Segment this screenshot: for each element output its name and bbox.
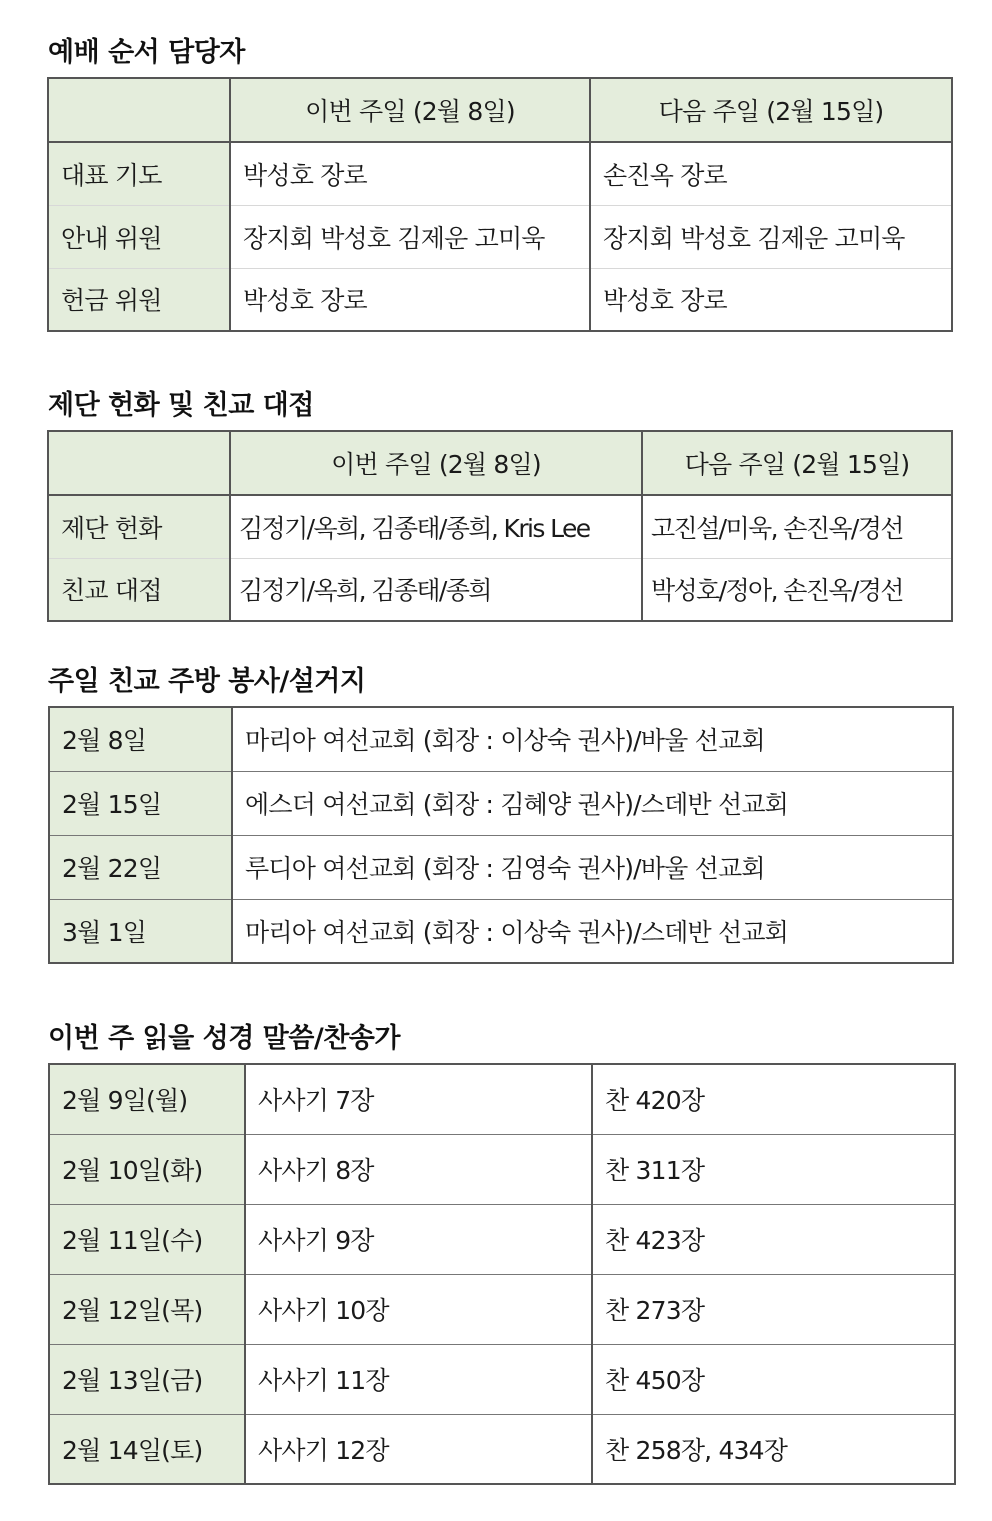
table-cell: 박성호 장로: [230, 268, 590, 331]
table-cell: 김정기/옥희, 김종태/종희: [230, 558, 642, 621]
reading-table: [48, 1063, 956, 1485]
table-row: [49, 1274, 955, 1344]
row-label: 2월 9일(월): [49, 1064, 245, 1134]
row-label: 제단 헌화: [48, 495, 230, 558]
row-label: 헌금 위원: [48, 268, 230, 331]
header-cell: [48, 431, 230, 495]
table-row: [49, 835, 953, 899]
row-label: 2월 12일(목): [49, 1274, 245, 1344]
table-row: [49, 1134, 955, 1204]
table-header-row: [48, 431, 952, 495]
header-cell: 다음 주일 (2월 15일): [642, 431, 952, 495]
row-label: 대표 기도: [48, 142, 230, 205]
table-cell: 사사기 11장: [245, 1344, 592, 1414]
table-cell: 고진설/미욱, 손진옥/경선: [642, 495, 952, 558]
header-cell: 이번 주일 (2월 8일): [230, 78, 590, 142]
flowers-table: [47, 430, 953, 622]
row-label: 2월 22일: [49, 835, 232, 899]
table-cell: 장지회 박성호 김제운 고미욱: [230, 205, 590, 268]
row-label: 2월 14일(토): [49, 1414, 245, 1484]
table-cell: 박성호/정아, 손진옥/경선: [642, 558, 952, 621]
table-cell: 마리아 여선교회 (회장 : 이상숙 권사)/스데반 선교회: [232, 899, 953, 963]
row-label: 2월 15일: [49, 771, 232, 835]
table-row: [49, 707, 953, 771]
table-cell: 찬 311장: [592, 1134, 955, 1204]
table-row: [48, 558, 952, 621]
table-cell: 찬 273장: [592, 1274, 955, 1344]
table-header-row: [48, 78, 952, 142]
section-title-flowers: 제단 헌화 및 친교 대접: [48, 390, 314, 421]
table-cell: 장지회 박성호 김제운 고미욱: [590, 205, 952, 268]
section-title-worship-order: 예배 순서 담당자: [48, 37, 245, 68]
section-title-kitchen: 주일 친교 주방 봉사/설거지: [48, 666, 366, 697]
header-cell: [48, 78, 230, 142]
table-cell: 마리아 여선교회 (회장 : 이상숙 권사)/바울 선교회: [232, 707, 953, 771]
table-cell: 찬 450장: [592, 1344, 955, 1414]
table-row: [49, 1064, 955, 1134]
table-cell: 사사기 8장: [245, 1134, 592, 1204]
table-cell: 루디아 여선교회 (회장 : 김영숙 권사)/바울 선교회: [232, 835, 953, 899]
header-cell: 이번 주일 (2월 8일): [230, 431, 642, 495]
table-cell: 손진옥 장로: [590, 142, 952, 205]
table-row: [48, 268, 952, 331]
table-cell: 사사기 7장: [245, 1064, 592, 1134]
table-cell: 찬 420장: [592, 1064, 955, 1134]
table-cell: 사사기 10장: [245, 1274, 592, 1344]
table-row: [49, 899, 953, 963]
header-cell: 다음 주일 (2월 15일): [590, 78, 952, 142]
table-row: [49, 1344, 955, 1414]
table-row: [49, 771, 953, 835]
row-label: 2월 8일: [49, 707, 232, 771]
row-label: 2월 13일(금): [49, 1344, 245, 1414]
table-cell: 박성호 장로: [230, 142, 590, 205]
table-row: [48, 142, 952, 205]
table-row: [49, 1414, 955, 1484]
table-cell: 김정기/옥희, 김종태/종희, Kris Lee: [230, 495, 642, 558]
table-row: [48, 205, 952, 268]
row-label: 3월 1일: [49, 899, 232, 963]
table-cell: 찬 423장: [592, 1204, 955, 1274]
table-cell: 찬 258장, 434장: [592, 1414, 955, 1484]
table-row: [48, 495, 952, 558]
row-label: 2월 11일(수): [49, 1204, 245, 1274]
worship-order-table: [47, 77, 953, 332]
table-cell: 박성호 장로: [590, 268, 952, 331]
table-cell: 사사기 9장: [245, 1204, 592, 1274]
table-cell: 에스더 여선교회 (회장 : 김혜양 권사)/스데반 선교회: [232, 771, 953, 835]
section-title-reading: 이번 주 읽을 성경 말씀/찬송가: [48, 1023, 400, 1054]
row-label: 2월 10일(화): [49, 1134, 245, 1204]
table-row: [49, 1204, 955, 1274]
table-cell: 사사기 12장: [245, 1414, 592, 1484]
row-label: 친교 대접: [48, 558, 230, 621]
kitchen-table: [48, 706, 954, 964]
row-label: 안내 위원: [48, 205, 230, 268]
